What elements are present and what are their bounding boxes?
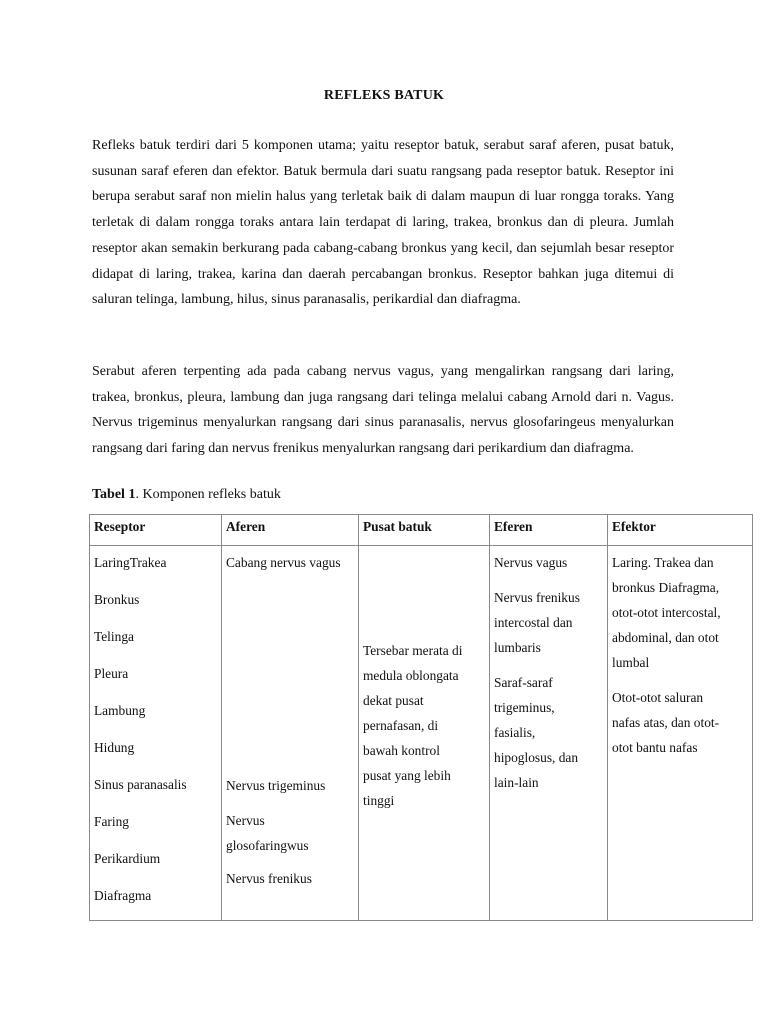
reseptor-item: Perikardium (94, 851, 161, 866)
cell-aferen (222, 546, 359, 921)
komponen-table (89, 514, 753, 921)
pusat-batuk-line: bawah kontrol (363, 743, 440, 758)
pusat-batuk-line: dekat pusat (363, 693, 424, 708)
pusat-batuk-line: Tersebar merata di (363, 643, 463, 658)
table-caption-label: Tabel 1 (92, 487, 136, 502)
aferen-item: Nervus frenikus (226, 871, 312, 886)
efektor-line: nafas atas, dan otot- (612, 715, 720, 730)
efektor-line: Laring. Trakea dan (612, 555, 714, 570)
eferen-item: fasialis, (494, 725, 536, 740)
cell-efektor (608, 546, 753, 921)
efektor-line: lumbal (612, 655, 650, 670)
table-row (90, 546, 753, 921)
reseptor-item: Pleura (94, 666, 129, 681)
eferen-item: intercostal dan (494, 615, 573, 630)
pusat-batuk-line: pusat yang lebih (363, 768, 451, 783)
aferen-item: Nervus (226, 813, 265, 828)
reseptor-item: Sinus paranasalis (94, 777, 187, 792)
paragraph-aferen: Serabut aferen terpenting ada pada cabang nervus vagus, yang mengalirkan rangsang dari laring, trakea, bronkus, pleura, lambung dan juga rangsang dari telinga melalui cabang Arnold dari n. Vagus. Nervus trigeminus menyalurkan rangsang dari sinus paranasalis, nervus glosofaringeus menyalurkan rangsang dari faring dan nervus frenikus menyalurkan rangsang dari perikardium dan diafragma. (92, 364, 674, 457)
eferen-item: lain-lain (494, 775, 539, 790)
efektor-line: otot bantu nafas (612, 740, 698, 755)
header-efektor: Efektor (608, 515, 753, 546)
header-aferen: Aferen (222, 515, 359, 546)
aferen-item: Cabang nervus vagus (226, 555, 341, 570)
reseptor-item: Lambung (94, 703, 146, 718)
cell-pusat-batuk (359, 546, 490, 921)
header-eferen: Eferen (490, 515, 608, 546)
eferen-item: Saraf-saraf (494, 675, 553, 690)
document-title: REFLEKS BATUK (323, 88, 445, 103)
eferen-item: trigeminus, (494, 700, 555, 715)
eferen-item: lumbaris (494, 640, 541, 655)
reseptor-item: Diafragma (94, 888, 152, 903)
reseptor-item: Telinga (94, 629, 134, 644)
efektor-line: abdominal, dan otot (612, 630, 719, 645)
eferen-item: Nervus vagus (494, 555, 568, 570)
table-caption (92, 487, 281, 503)
efektor-line: otot-otot intercostal, (612, 605, 721, 620)
aferen-item: Nervus trigeminus (226, 778, 326, 793)
paragraph-reseptor: Refleks batuk terdiri dari 5 komponen utama; yaitu reseptor batuk, serabut saraf aferen, pusat batuk, susunan saraf eferen dan efektor. Batuk bermula dari suatu rangsang pada reseptor batuk. Reseptor ini berupa serabut saraf non mielin halus yang terletak baik di dalam maupun di luar rongga toraks. Yang terletak di dalam rongga toraks antara lain terdapat di laring, trakea, bronkus dan di pleura. Jumlah reseptor akan semakin berkurang pada cabang-cabang bronkus yang kecil, dan sejumlah besar reseptor didapat di laring, trakea, karina dan daerah percabangan bronkus. Reseptor bahkan juga ditemui di saluran telinga, lambung, hilus, sinus paranasalis, perikardial dan diafragma. (92, 138, 674, 308)
efektor-line: bronkus Diafragma, (612, 580, 720, 595)
reseptor-item: Hidung (94, 740, 135, 755)
table-caption-text: . Komponen refleks batuk (135, 487, 281, 502)
header-pusat-batuk: Pusat batuk (359, 515, 490, 546)
table-header-row (90, 515, 753, 546)
header-reseptor: Reseptor (90, 515, 222, 546)
pusat-batuk-line: tinggi (363, 793, 395, 808)
efektor-line: Otot-otot saluran (612, 690, 704, 705)
reseptor-item: Faring (94, 814, 129, 829)
cell-reseptor (90, 546, 222, 921)
pusat-batuk-line: medula oblongata (363, 668, 459, 683)
cell-eferen (490, 546, 608, 921)
reseptor-item: Bronkus (94, 592, 140, 607)
reseptor-item: LaringTrakea (94, 555, 167, 570)
eferen-item: hipoglosus, dan (494, 750, 579, 765)
aferen-item: glosofaringwus (226, 838, 309, 853)
pusat-batuk-line: pernafasan, di (363, 718, 439, 733)
eferen-item: Nervus frenikus (494, 590, 580, 605)
